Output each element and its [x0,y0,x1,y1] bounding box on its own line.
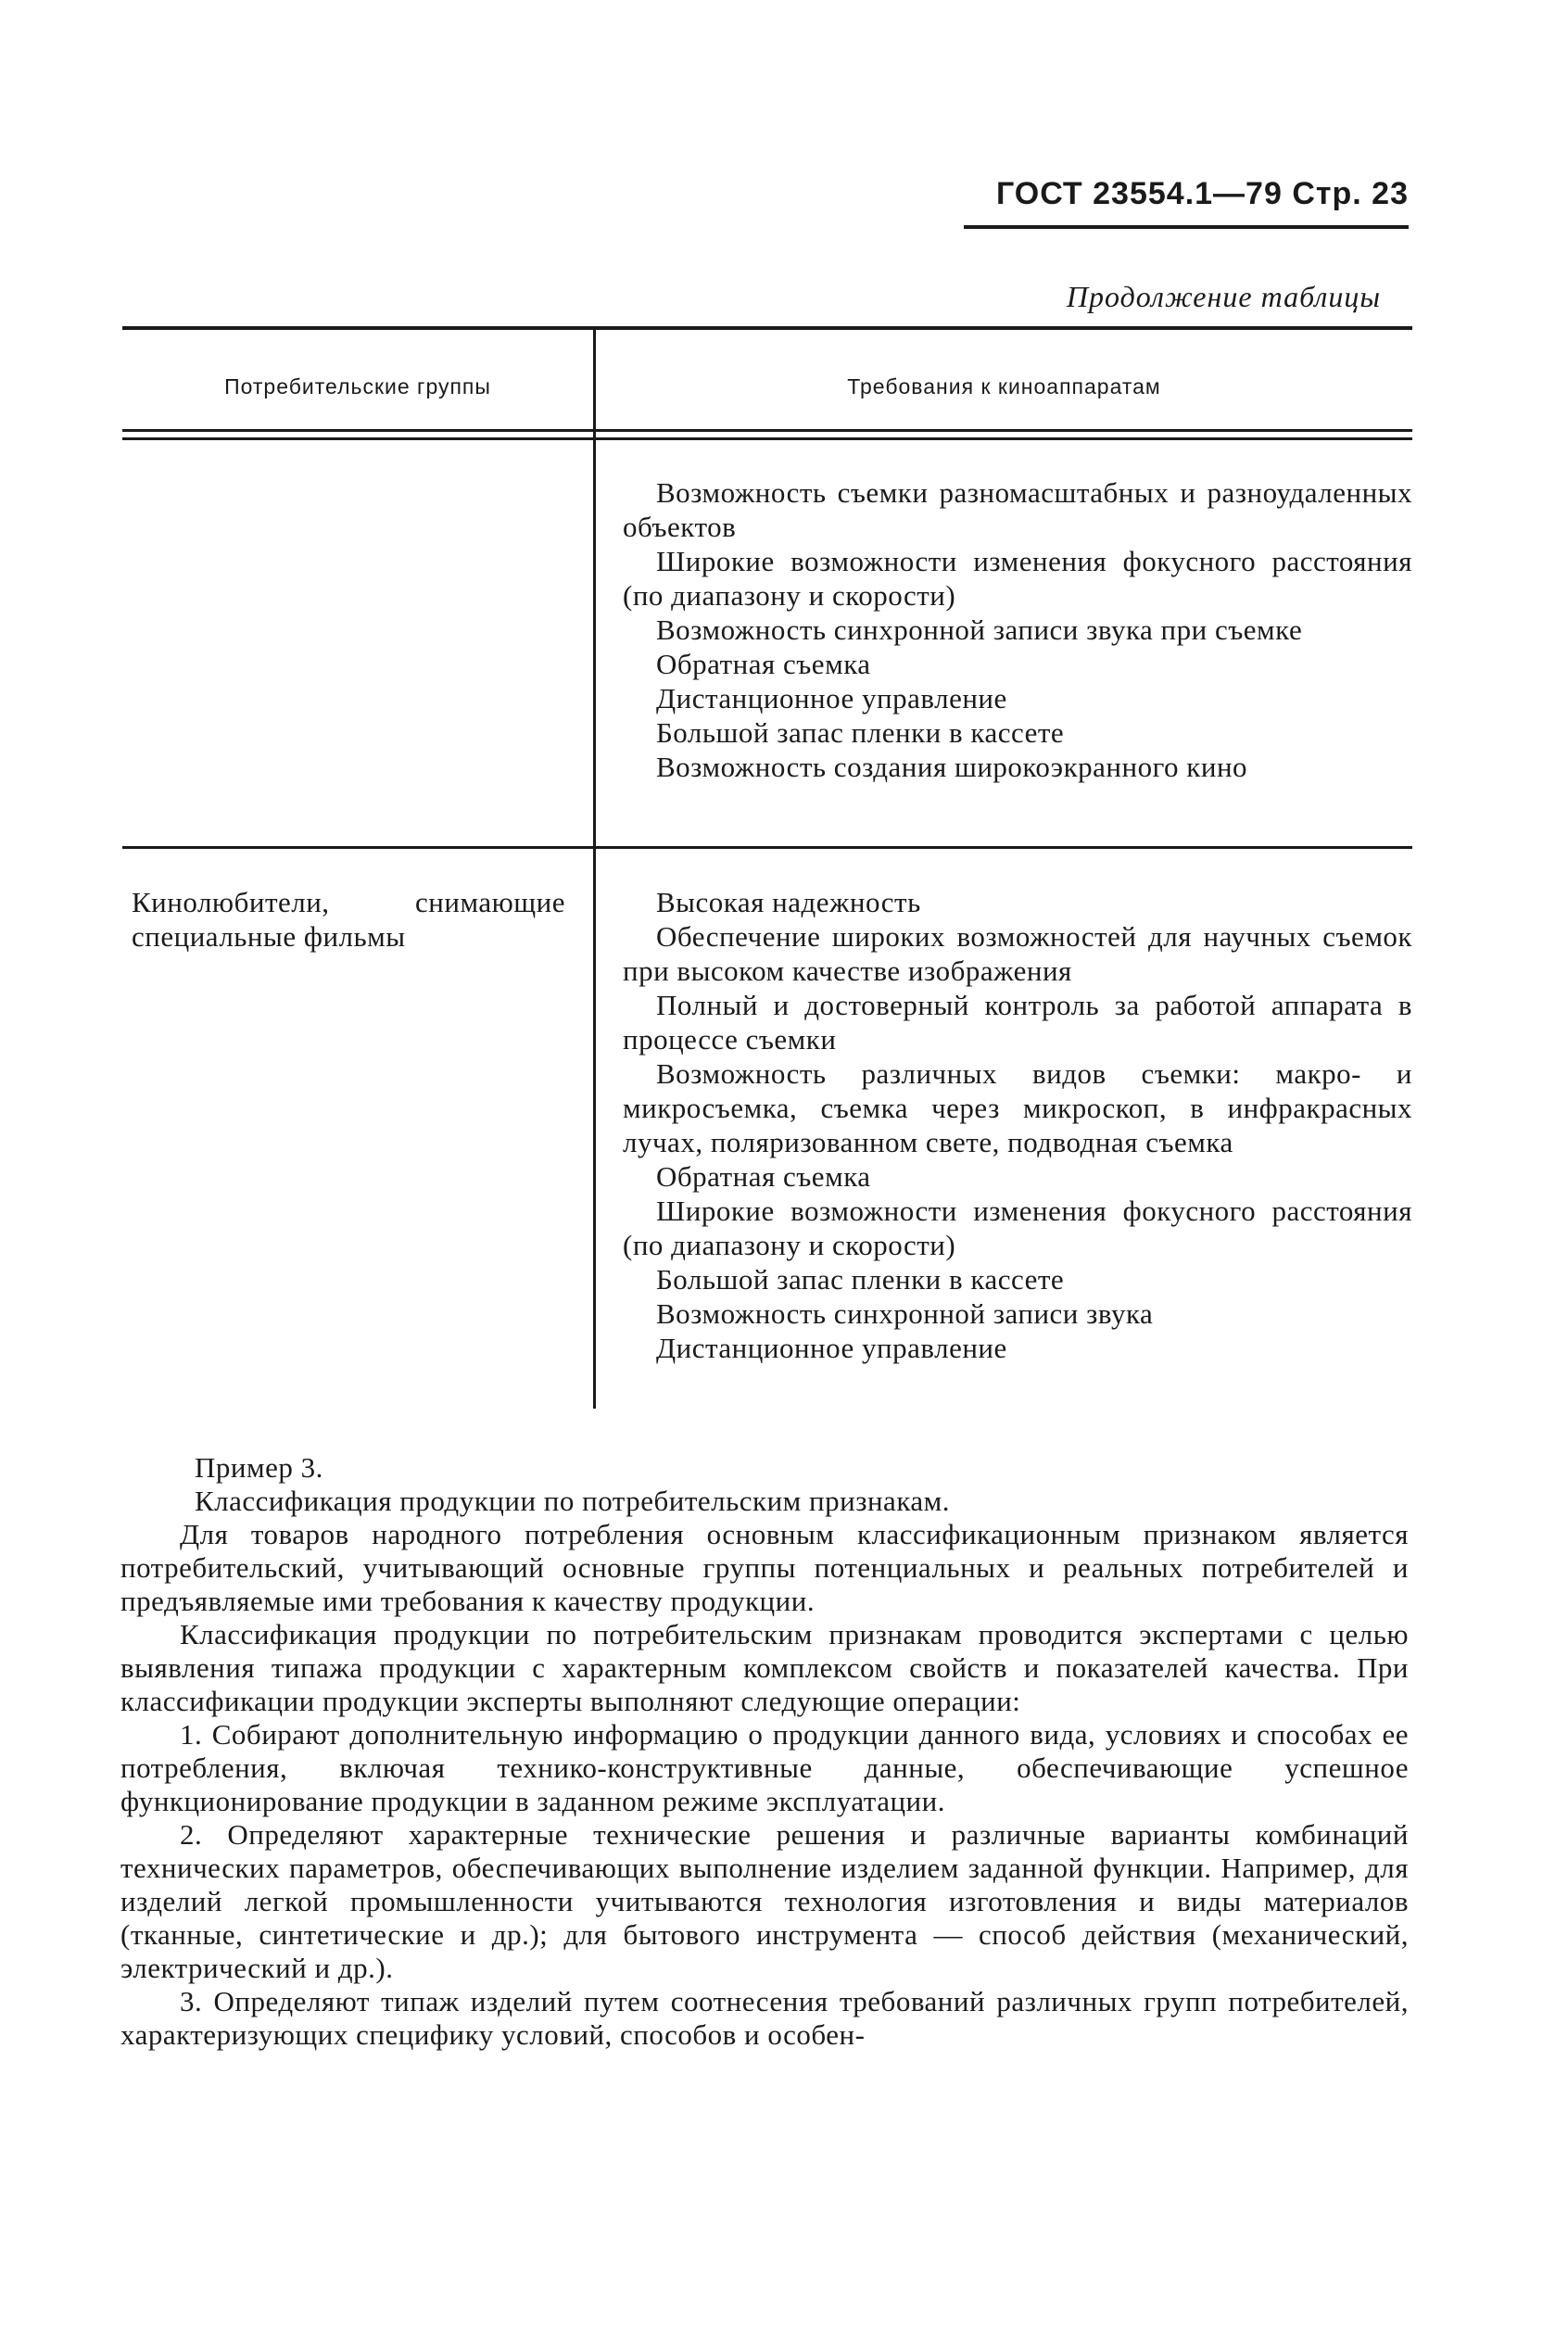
requirements-row-2 [623,885,1412,1365]
table-row-separator [122,846,593,849]
column-header-requirements: Требования к киноаппаратам [847,374,1161,398]
example-title: Пример 3. [195,1451,323,1484]
table-continuation-label: Продолжение таблицы [1066,280,1381,313]
requirements-row-1 [623,475,1412,784]
example-subtitle: Классификация продукции по потребительским признакам. [195,1485,951,1517]
paragraph: 2. Определяют характерные технические решения и различные варианты комбинаций технических параметров, обеспечивающих выполнение изделием заданной функции. Например, для изделий легкой промышленности учитываются технология изготовления и виды материалов (тканные, синтетические и др.); для бытового инструмента — способ действия (механический, электрический и др.). [120,1818,1409,1984]
paragraph: 3. Определяют типаж изделий путем соотнесения требований различных групп потребителей, характеризующих специфику условий, способов и особен- [120,1985,1409,2051]
page-header: ГОСТ 23554.1—79 Стр. 23 [995,176,1409,211]
requirement-item: Широкие возможности изменения фокусного расстояния (по диапазону и скорости) [623,545,1412,612]
header-rule [964,225,1409,229]
requirement-item: Возможность создания широкоэкранного кино [656,751,1248,783]
requirement-item: Полный и достоверный контроль за работой аппарата в процессе съемки [623,989,1412,1056]
column-header-groups: Потребительские группы [224,374,491,398]
requirement-item: Дистанционное управление [656,682,1007,714]
paragraph: Для товаров народного потребления основным классификационным признаком является потребительский, учитывающий основные группы потенциальных и реальных потребителей и предъявляемые ими требования к качеству продукции. [120,1518,1409,1617]
consumer-group-cell: Кинолюбители, снимающие специальные фильмы [132,886,565,953]
requirement-item: Возможность различных видов съемки: макро- и микросъемка, съемка через микроскоп, в инфракрасных лучах, поляризованном свете, подводная съемка [623,1057,1412,1158]
requirement-item: Возможность синхронной записи звука [656,1297,1154,1330]
requirement-item: Высокая надежность [656,886,921,918]
table-header-rule-2 [122,437,1412,440]
requirement-item: Обратная съемка [656,648,871,680]
paragraph: 1. Собирают дополнительную информацию о продукции данного вида, условиях и способах ее потребления, включая технико-конструктивные данные, обеспечивающие успешное функционирование продукции в заданном режиме эксплуатации. [120,1718,1409,1817]
table-top-rule [122,326,1412,330]
requirement-item: Обратная съемка [656,1160,871,1193]
table-header-rule-1 [122,429,1412,432]
requirement-item: Широкие возможности изменения фокусного расстояния (по диапазону и скорости) [623,1195,1412,1261]
body-text [120,1451,1409,2052]
requirement-item: Возможность съемки разномасштабных и разноудаленных объектов [623,476,1412,543]
paragraph: Классификация продукции по потребительским признакам проводится экспертами с целью выявления типажа продукции с характерным комплексом свойств и показателей качества. При классификации продукции эксперты выполняют следующие операции: [120,1618,1409,1717]
requirement-item: Большой запас пленки в кассете [656,716,1065,749]
requirement-item: Возможность синхронной записи звука при съемке [656,613,1303,646]
requirement-item: Дистанционное управление [656,1332,1007,1364]
table-row-separator [596,846,1412,849]
requirement-item: Обеспечение широких возможностей для научных съемок при высоком качестве изображения [623,920,1412,987]
requirement-item: Большой запас пленки в кассете [656,1263,1065,1296]
table-column-divider [593,330,596,1409]
